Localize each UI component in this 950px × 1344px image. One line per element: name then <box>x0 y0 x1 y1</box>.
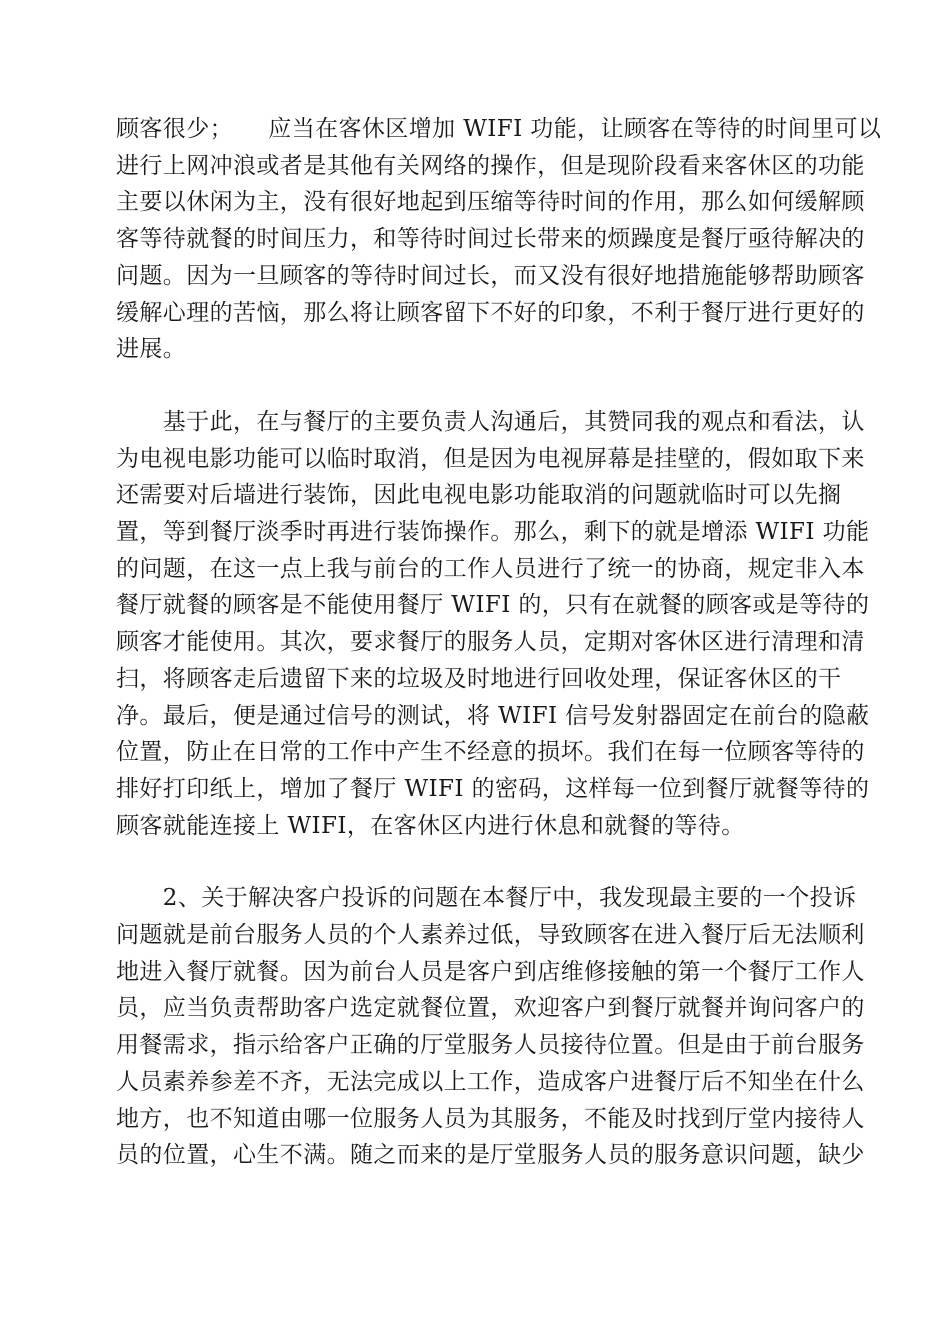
text-line: 扫，将顾客走后遗留下来的垃圾及时地进行回收处理，保证客休区的干 <box>116 665 842 692</box>
paragraph-3 <box>116 880 865 1174</box>
text-line: 问题就是前台服务人员的个人素养过低，导致顾客在进入餐厅后无法顺利 <box>116 922 865 949</box>
text-line: 顾客就能连接上 WIFI，在客休区内进行休息和就餐的等待。 <box>116 812 745 839</box>
text-line: 地方，也不知道由哪一位服务人员为其服务，不能及时找到厅堂内接待人 <box>116 1105 865 1132</box>
paragraph-1 <box>116 111 882 368</box>
text-line: 位置，防止在日常的工作中产生不经意的损坏。我们在每一位顾客等待的 <box>116 739 865 766</box>
text-line: 基于此，在与餐厅的主要负责人沟通后，其赞同我的观点和看法，认 <box>116 408 865 435</box>
text-line: 进行上网冲浪或者是其他有关网络的操作，但是现阶段看来客休区的功能 <box>116 152 865 179</box>
text-line: 客等待就餐的时间压力，和等待时间过长带来的烦躁度是餐厅亟待解决的 <box>116 226 865 253</box>
text-line: 人员素养参差不齐，无法完成以上工作，造成客户进餐厅后不知坐在什么 <box>116 1068 865 1095</box>
text-line: 餐厅就餐的顾客是不能使用餐厅 WIFI 的，只有在就餐的顾客或是等待的 <box>116 592 870 619</box>
text-line: 地进入餐厅就餐。因为前台人员是客户到店维修接触的第一个餐厅工作人 <box>116 958 865 985</box>
text-line: 净。最后，便是通过信号的测试，将 WIFI 信号发射器固定在前台的隐蔽 <box>116 702 870 729</box>
text-line: 2、关于解决客户投诉的问题在本餐厅中，我发现最主要的一个投诉 <box>116 885 857 912</box>
text-line: 进展。 <box>116 336 187 363</box>
text-line: 顾客很少； 应当在客休区增加 WIFI 功能，让顾客在等待的时间里可以 <box>116 116 882 142</box>
text-line: 用餐需求，指示给客户正确的厅堂服务人员接待位置。但是由于前台服务 <box>116 1032 865 1059</box>
text-line: 排好打印纸上，增加了餐厅 WIFI 的密码，这样每一位到餐厅就餐等待的 <box>116 775 870 802</box>
body-text <box>116 111 882 1174</box>
text-line: 的问题，在这一点上我与前台的工作人员进行了统一的协商，规定非入本 <box>116 555 865 582</box>
text-line: 员，应当负责帮助客户选定就餐位置，欢迎客户到餐厅就餐并询问客户的 <box>116 995 865 1022</box>
text-line: 还需要对后墙进行装饰，因此电视电影功能取消的问题就临时可以先搁 <box>116 482 842 509</box>
text-line: 问题。因为一旦顾客的等待时间过长，而又没有很好地措施能够帮助顾客 <box>116 262 865 289</box>
text-line: 置，等到餐厅淡季时再进行装饰操作。那么，剩下的就是增添 WIFI 功能 <box>116 519 870 546</box>
text-line: 员的位置，心生不满。随之而来的是厅堂服务人员的服务意识问题，缺少 <box>116 1142 865 1169</box>
text-line: 缓解心理的苦恼，那么将让顾客留下不好的印象，不利于餐厅进行更好的 <box>116 299 865 326</box>
paragraph-2 <box>116 404 870 844</box>
text-line: 为电视电影功能可以临时取消，但是因为电视屏幕是挂壁的，假如取下来 <box>116 445 865 472</box>
text-line: 顾客才能使用。其次，要求餐厅的服务人员，定期对客休区进行清理和清 <box>116 629 865 656</box>
text-line: 主要以休闲为主，没有很好地起到压缩等待时间的作用，那么如何缓解顾 <box>116 189 865 216</box>
